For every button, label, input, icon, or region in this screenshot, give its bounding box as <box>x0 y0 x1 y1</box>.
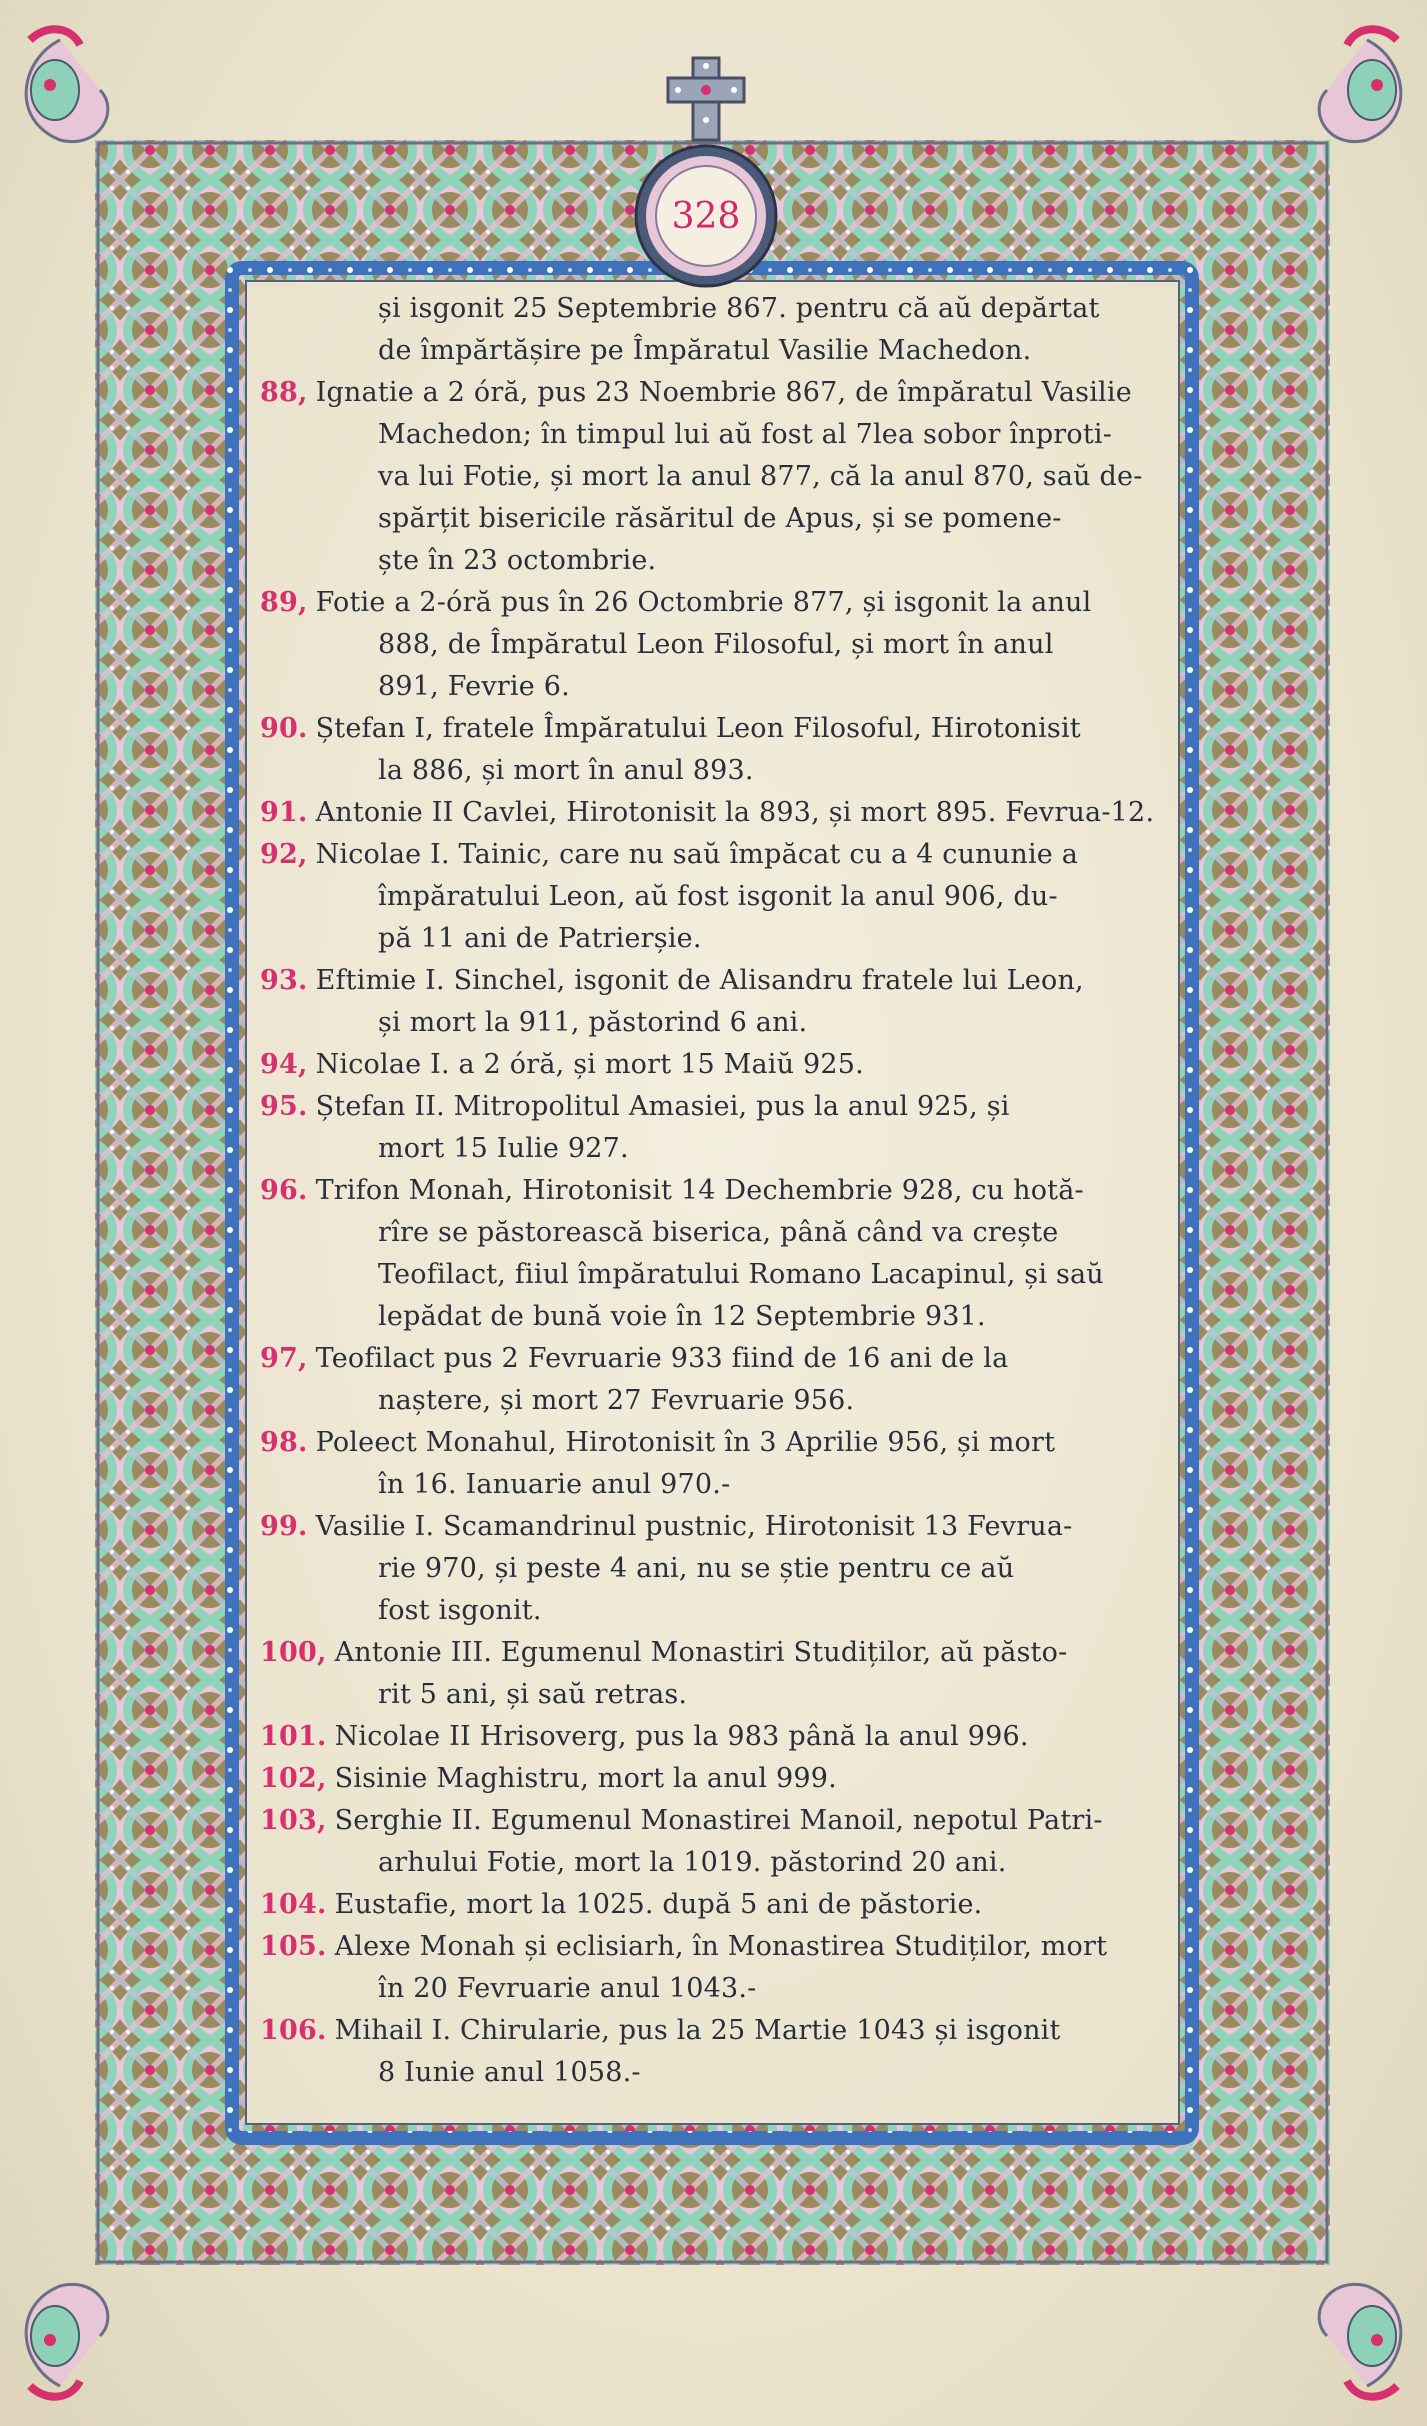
text-block <box>260 288 1165 2118</box>
entry-line <box>260 498 1165 540</box>
entry-text: Machedon; în timpul lui aŭ fost al 7lea sobor înproti- <box>378 419 1113 450</box>
entry-number: 97, <box>260 1343 308 1374</box>
entry-text: 891, Fevrie 6. <box>378 671 570 702</box>
entry-line <box>260 1842 1165 1884</box>
entry-text: Antonie III. Egumenul Monastiri Studiților, aŭ păsto- <box>334 1637 1068 1668</box>
entry-number: 88, <box>260 377 308 408</box>
entry-line <box>260 876 1165 918</box>
entry-line <box>260 1422 1165 1464</box>
corner-ornament-bottom-right <box>1319 2284 1401 2396</box>
entry-text: în 20 Fevruarie anul 1043.- <box>378 1973 757 2004</box>
entry-text: naștere, și mort 27 Fevruarie 956. <box>378 1385 855 1416</box>
entry-number: 105. <box>260 1931 327 1962</box>
entry-line <box>260 414 1165 456</box>
entry-text: rîre se păstorească biserica, până când va crește <box>378 1217 1059 1248</box>
corner-ornament-top-right <box>1319 29 1401 141</box>
cross-ornament <box>668 58 744 140</box>
entry-line <box>260 1380 1165 1422</box>
entry-text: Alexe Monah și eclisiarh, în Monastirea Studiților, mort <box>334 1931 1108 1962</box>
entry-line <box>260 1800 1165 1842</box>
entry-text: pă 11 ani de Patrierșie. <box>378 923 702 954</box>
entry-number: 104. <box>260 1889 327 1920</box>
entry-line <box>260 1716 1165 1758</box>
entry-text: Antonie II Cavlei, Hirotonisit la 893, și mort 895. Fevrua-12. <box>315 797 1155 828</box>
entry <box>260 1044 1165 1086</box>
entry-line <box>260 1296 1165 1338</box>
entry-line <box>260 834 1165 876</box>
entry <box>260 1884 1165 1926</box>
entry-text: Eftimie I. Sinchel, isgonit de Alisandru fratele lui Leon, <box>315 965 1084 996</box>
entry-line <box>260 624 1165 666</box>
entry-text: Nicolae II Hrisoverg, pus la 983 până la anul 996. <box>334 1721 1029 1752</box>
entry-line <box>260 2052 1165 2094</box>
entry-text: și isgonit 25 Septembrie 867. pentru că aŭ depărtat <box>378 293 1100 324</box>
entry-number: 99. <box>260 1511 308 1542</box>
entry-text: Teofilact pus 2 Fevruarie 933 fiind de 16 ani de la <box>315 1343 1009 1374</box>
entry-line <box>260 1254 1165 1296</box>
entry-text: Fotie a 2-óră pus în 26 Octombrie 877, și isgonit la anul <box>315 587 1092 618</box>
entry-number: 102, <box>260 1763 327 1794</box>
entry-text: Trifon Monah, Hirotonisit 14 Dechembrie 928, cu hotă- <box>315 1175 1084 1206</box>
entry-number: 100, <box>260 1637 327 1668</box>
entry-text: Ignatie a 2 óră, pus 23 Noembrie 867, de împăratul Vasilie <box>315 377 1132 408</box>
entry-line <box>260 960 1165 1002</box>
entry-line <box>260 1044 1165 1086</box>
entry-number: 98. <box>260 1427 308 1458</box>
entry-text: de împărtășire pe Împăratul Vasilie Machedon. <box>378 335 1032 366</box>
entry-line <box>260 1590 1165 1632</box>
entry <box>260 960 1165 1044</box>
entry-line <box>260 1758 1165 1800</box>
entry-line <box>260 1506 1165 1548</box>
entry-number: 103, <box>260 1805 327 1836</box>
entry <box>260 582 1165 708</box>
entry-text: Teofilact, fiiul împăratului Romano Lacapinul, și saŭ <box>378 1259 1104 1290</box>
entry <box>260 1086 1165 1170</box>
entry-text: Vasilie I. Scamandrinul pustnic, Hirotonisit 13 Fevrua- <box>315 1511 1073 1542</box>
page-number: 328 <box>671 195 741 237</box>
entry <box>260 1506 1165 1632</box>
entry-text: mort 15 Iulie 927. <box>378 1133 629 1164</box>
entry-line <box>260 708 1165 750</box>
entry-line <box>260 582 1165 624</box>
entry-line <box>260 456 1165 498</box>
entry <box>260 1338 1165 1422</box>
entry-text: în 16. Ianuarie anul 970.- <box>378 1469 731 1500</box>
entry-text: lepădat de bună voie în 12 Septembrie 931. <box>378 1301 986 1332</box>
entry-line <box>260 1128 1165 1170</box>
entry <box>260 1926 1165 2010</box>
entry <box>260 1422 1165 1506</box>
entry-line <box>260 750 1165 792</box>
entry <box>260 792 1165 834</box>
entry <box>260 1758 1165 1800</box>
entry-text: Poleect Monahul, Hirotonisit în 3 Aprilie 956, și mort <box>315 1427 1056 1458</box>
entry-line <box>260 792 1165 834</box>
entry-number: 94, <box>260 1049 308 1080</box>
entry <box>260 1716 1165 1758</box>
entry <box>260 1800 1165 1884</box>
entry-line <box>260 1632 1165 1674</box>
entry-line <box>260 1170 1165 1212</box>
entry-line <box>260 1464 1165 1506</box>
corner-ornament-bottom-left <box>26 2284 108 2396</box>
entry-text: Sisinie Maghistru, mort la anul 999. <box>334 1763 837 1794</box>
entry <box>260 2010 1165 2094</box>
entry-line <box>260 330 1165 372</box>
entry-text: arhului Fotie, mort la 1019. păstorind 20 ani. <box>378 1847 1007 1878</box>
entry-text: 8 Iunie anul 1058.- <box>378 2057 641 2088</box>
entry-text: Nicolae I. Tainic, care nu saŭ împăcat cu a 4 cununie a <box>315 839 1079 870</box>
entry-text: împăratului Leon, aŭ fost isgonit la anul 906, du- <box>378 881 1058 912</box>
entry <box>260 372 1165 582</box>
entry-text: rit 5 ani, și saŭ retras. <box>378 1679 688 1710</box>
entry-number: 106. <box>260 2015 327 2046</box>
entry-text: fost isgonit. <box>378 1595 542 1626</box>
entry-number: 93. <box>260 965 308 996</box>
entry-line <box>260 1002 1165 1044</box>
entry-text: spărțit bisericile răsăritul de Apus, și se pomene- <box>378 503 1062 534</box>
entry-text: Ștefan I, fratele Împăratului Leon Filosoful, Hirotonisit <box>315 713 1081 744</box>
entry-line <box>260 1884 1165 1926</box>
entry-text: Eustafie, mort la 1025. după 5 ani de păstorie. <box>334 1889 983 1920</box>
entry-text: va lui Fotie, și mort la anul 877, că la anul 870, saŭ de- <box>378 461 1143 492</box>
entry-text: Serghie II. Egumenul Monastirei Manoil, nepotul Patri- <box>334 1805 1103 1836</box>
entry-number: 89, <box>260 587 308 618</box>
entry-text: Ștefan II. Mitropolitul Amasiei, pus la anul 925, și <box>315 1091 1010 1122</box>
entry-line <box>260 1968 1165 2010</box>
entry <box>260 1632 1165 1716</box>
entry <box>260 288 1165 372</box>
entry-line <box>260 1086 1165 1128</box>
entry <box>260 708 1165 792</box>
entry-line <box>260 1338 1165 1380</box>
entry-text: și mort la 911, păstorind 6 ani. <box>378 1007 808 1038</box>
entry-line <box>260 288 1165 330</box>
entry-text: Nicolae I. a 2 óră, și mort 15 Maiŭ 925. <box>315 1049 864 1080</box>
corner-ornament-top-left <box>26 29 108 141</box>
entry-text: la 886, și mort în anul 893. <box>378 755 754 786</box>
entry-line <box>260 2010 1165 2052</box>
entry-number: 92, <box>260 839 308 870</box>
entry-number: 96. <box>260 1175 308 1206</box>
entry-number: 101. <box>260 1721 327 1752</box>
entry-line <box>260 1212 1165 1254</box>
entry <box>260 1170 1165 1338</box>
entry-number: 90. <box>260 713 308 744</box>
entry-line <box>260 1548 1165 1590</box>
entry-number: 95. <box>260 1091 308 1122</box>
entry-line <box>260 540 1165 582</box>
entry-text: Mihail I. Chirularie, pus la 25 Martie 1043 și isgonit <box>334 2015 1061 2046</box>
entry-line <box>260 1926 1165 1968</box>
entry-line <box>260 666 1165 708</box>
entry-line <box>260 372 1165 414</box>
entry-text: rie 970, și peste 4 ani, nu se știe pentru ce aŭ <box>378 1553 1015 1584</box>
entry-line <box>260 1674 1165 1716</box>
entry-text: ște în 23 octombrie. <box>378 545 657 576</box>
entry-line <box>260 918 1165 960</box>
entry-text: 888, de Împăratul Leon Filosoful, și mort în anul <box>378 629 1054 660</box>
entry-number: 91. <box>260 797 308 828</box>
entry <box>260 834 1165 960</box>
